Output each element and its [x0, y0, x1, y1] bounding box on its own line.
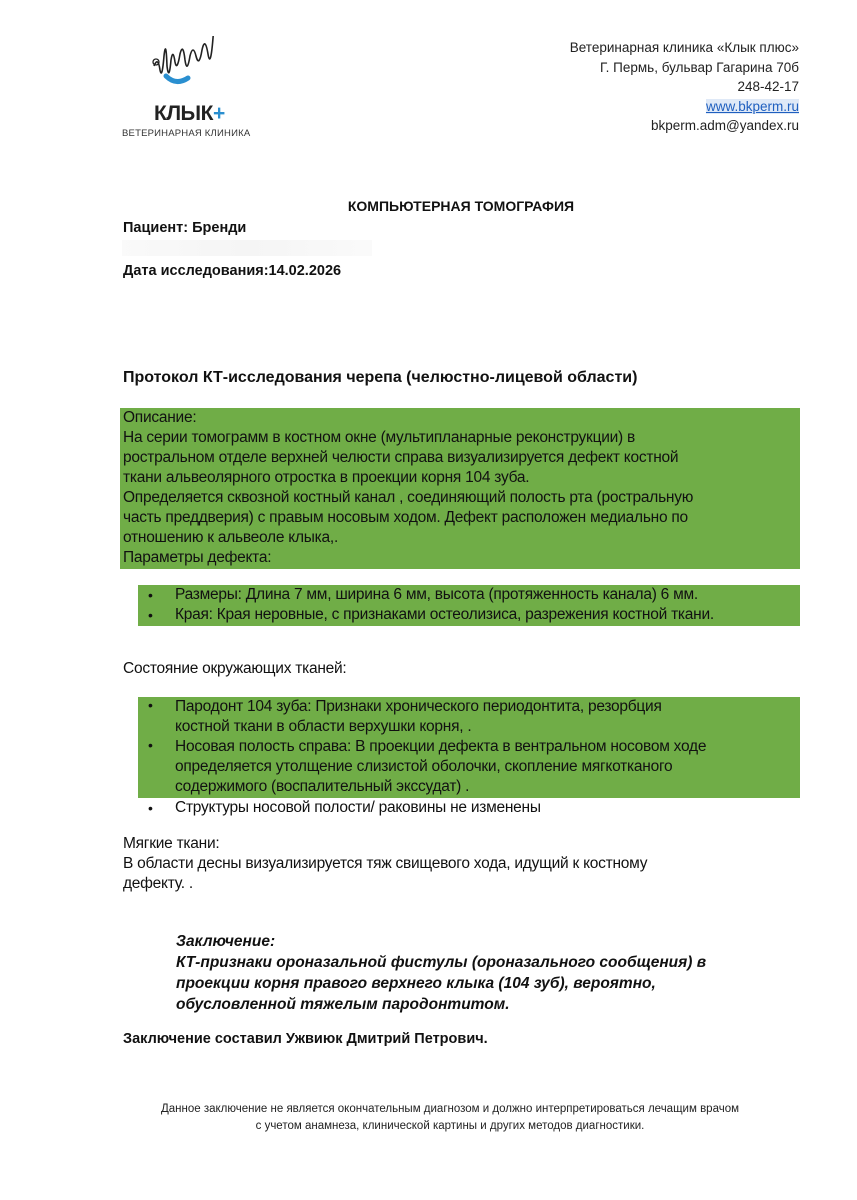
description-line: отношению к альвеоле клыка,. [123, 529, 339, 546]
soft-tissue-line: Мягкие ткани: [123, 835, 220, 852]
conclusion-line: КТ-признаки ороназальной фистулы (ороназального сообщения) в [176, 954, 707, 971]
description-line: На серии томограмм в костном окне (мультипланарные реконструкции) в [123, 429, 635, 446]
description-line: Параметры дефекта: [123, 549, 272, 566]
description-line: Определяется сквозной костный канал , соединяющий полость рта (ростральную [123, 489, 694, 506]
conclusion-block [176, 931, 706, 1015]
clinic-phone: 248-42-17 [737, 79, 799, 94]
list-item-line: • Пародонт 104 зуба: Признаки хронического периодонтита, резорбция [175, 698, 662, 715]
list-item [138, 737, 800, 797]
surrounding-list [138, 697, 800, 798]
description-line: Описание: [123, 409, 197, 426]
list-item: • Края: Края неровные, с признаками остеолизиса, разрежения костной ткани. [138, 605, 800, 625]
clinic-logo [118, 36, 268, 146]
description-line: часть преддверия) с правым носовым ходом. Дефект расположен медиально по [123, 509, 688, 526]
disclaimer [0, 1101, 857, 1135]
description-block [120, 408, 800, 569]
report-author: Заключение составил Ужвиюк Дмитрий Петрович. [123, 1031, 488, 1047]
soft-tissue-block [123, 834, 647, 894]
logo-signature-icon [146, 36, 276, 100]
conclusion-line: проекции корня правого верхнего клыка (104 зуб), вероятно, [176, 975, 656, 992]
conclusion-line: обусловленной тяжелым пародонтитом. [176, 996, 510, 1013]
logo-subtitle: ВЕТЕРИНАРНАЯ КЛИНИКА [122, 128, 251, 139]
list-item-line: • Носовая полость справа: В проекции дефекта в вентральном носовом ходе [175, 738, 707, 755]
disclaimer-line: с учетом анамнеза, клинической картины и других методов диагностики. [255, 1120, 645, 1132]
list-item: • Размеры: Длина 7 мм, ширина 6 мм, высота (протяженность канала) 6 мм. [138, 585, 800, 605]
logo-wordmark: КЛЫК+ [154, 102, 225, 125]
document-title: КОМПЬЮТЕРНАЯ ТОМОГРАФИЯ [347, 198, 575, 214]
clinic-name: Ветеринарная клиника «Клык плюс» [569, 40, 799, 55]
list-item: • Структуры носовой полости/ раковины не изменены [138, 798, 857, 818]
conclusion-heading: Заключение: [176, 933, 276, 950]
defect-params-list [138, 585, 800, 626]
soft-tissue-line: В области десны визуализируется тяж свищевого хода, идущий к костному [123, 855, 648, 872]
list-item-line: содержимого (воспалительный экссудат) . [175, 778, 470, 795]
disclaimer-line: Данное заключение не является окончательным диагнозом и должно интерпретироваться лечащим врачом [160, 1103, 740, 1115]
description-line: ростральном отделе верхней челюсти справа визуализируется дефект костной [123, 449, 679, 466]
clinic-email: bkperm.adm@yandex.ru [650, 118, 799, 133]
redacted-line [122, 240, 372, 256]
clinic-address: Г. Пермь, бульвар Гагарина 70б [600, 59, 799, 75]
clinic-contacts [570, 38, 799, 136]
description-line: ткани альвеолярного отростка в проекции корня 104 зуба. [123, 469, 530, 486]
study-date: Дата исследования:14.02.2026 [123, 263, 342, 279]
list-item-line: определяется утолщение слизистой оболочки, скопление мягкотканого [175, 758, 673, 775]
protocol-title: Протокол КТ-исследования черепа (челюстно-лицевой области) [123, 369, 638, 386]
list-item [138, 697, 800, 737]
surrounding-title: Состояние окружающих тканей: [123, 660, 347, 677]
soft-tissue-line: дефекту. . [123, 875, 193, 892]
patient-name: Пациент: Бренди [123, 220, 247, 236]
website-link[interactable]: www.bkperm.ru [705, 98, 799, 114]
list-item-line: костной ткани в области верхушки корня, . [175, 718, 472, 735]
